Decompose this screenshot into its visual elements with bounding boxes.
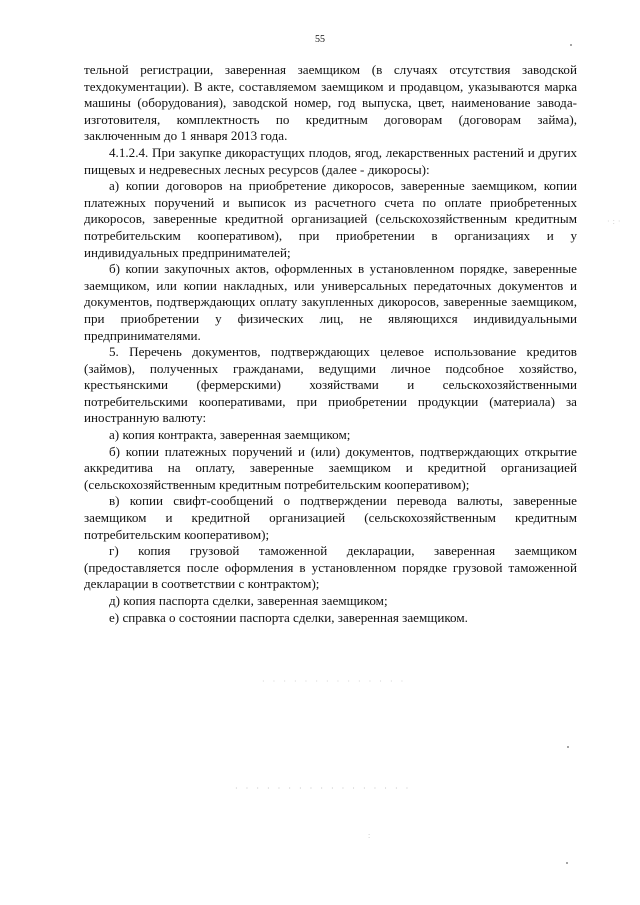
document-body bbox=[84, 62, 577, 626]
scan-dots: : bbox=[368, 831, 374, 840]
scan-dots: ·:· bbox=[607, 217, 624, 226]
paragraph-4-1-2-4: 4.1.2.4. При закупке дикорастущих плодов, ягод, лекарственных растений и других пищевых и недревесных лесных ресурсов (далее - дикоросы): bbox=[84, 144, 577, 177]
list-item-v: в) копии свифт-сообщений о подтверждении перевода валюты, заверенные заемщиком и кредитной организацией (сельскохозяйственным кредитным потребительским кооперативом); bbox=[84, 493, 577, 542]
scan-speck bbox=[567, 746, 569, 748]
list-item-e: е) справка о состоянии паспорта сделки, заверенная заемщиком. bbox=[109, 609, 468, 625]
list-item-b: б) копии платежных поручений и (или) документов, подтверждающих открытие аккредитива на оплату, заверенные заемщиком и кредитной организацией (сельскохозяйственным кредитным потребительским кооперативом); bbox=[84, 443, 577, 492]
paragraph-section-5: 5. Перечень документов, подтверждающих целевое использование кредитов (займов), полученных гражданами, ведущими личное подсобное хозяйство, крестьянскими (фермерскими) хозяйствами и сельскохозяйственными потребительскими кооперативами, при приобретении продукции (материала) за иностранную валюту: bbox=[84, 344, 577, 426]
list-item-a: а) копия контракта, заверенная заемщиком; bbox=[109, 427, 351, 443]
page-number: 55 bbox=[315, 34, 325, 45]
scan-speck bbox=[566, 862, 568, 864]
scan-dots: · · · · · · · · · · · · · · · · · bbox=[235, 784, 412, 793]
list-item-g: г) копия грузовой таможенной декларации, заверенная заемщиком (предоставляется после оформления в установленном порядке грузовой таможенной декларации в соответствии с контрактом); bbox=[84, 543, 577, 592]
list-item-d: д) копия паспорта сделки, заверенная заемщиком; bbox=[109, 593, 388, 608]
paragraph-item-a: а) копии договоров на приобретение дикоросов, заверенные заемщиком, копии платежных поручений и выписок из расчетного счета по оплате приобретенных дикоросов, заверенные кредитной организацией (сельскохозяйственным кредитным потребительским кооперативом), при приобретении в организациях и у индивидуальных предпринимателей; bbox=[84, 178, 577, 260]
paragraph-item-b: б) копии закупочных актов, оформленных в установленном порядке, заверенные заемщиком, или копии накладных, или универсальных передаточных документов и документов, подтверждающих оплату закупленных дикоросов, заверенные заемщиком, при приобретении у физических лиц, не являющихся индивидуальными предпринимателями. bbox=[84, 261, 577, 343]
paragraph-continuation: тельной регистрации, заверенная заемщиком (в случаях отсутствия заводской техдокументации). В акте, составляемом заемщиком и продавцом, указываются марка машины (оборудования), заводской номер, год выпуска, цвет, наименование завода-изготовителя, комплектность по кредитным договорам (договорам займа), заключенным до 1 января 2013 года. bbox=[84, 62, 577, 144]
scan-dots: · · · · · · · · · · · · · · bbox=[262, 677, 407, 686]
scan-speck bbox=[570, 44, 572, 46]
